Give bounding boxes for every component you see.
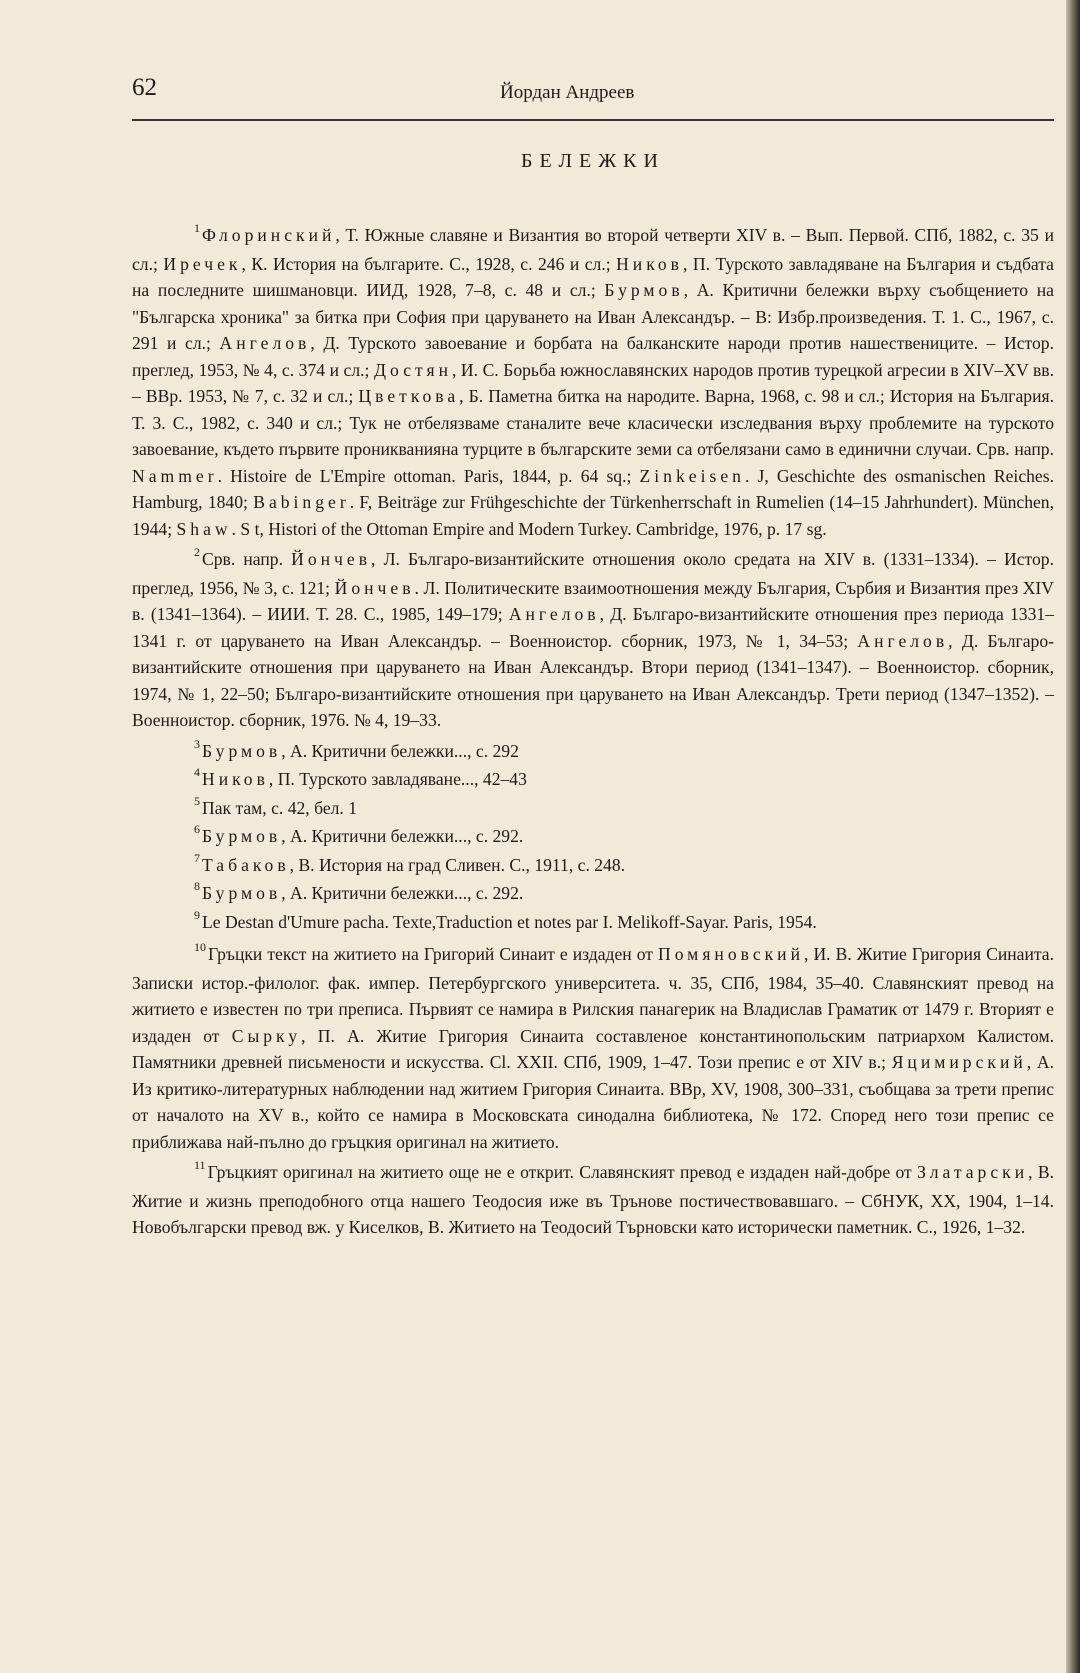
footnote-10 (132, 941, 1054, 1155)
author-name: Сырку (231, 1025, 302, 1046)
citation-text: , А. Критични бележки..., с. 292. (281, 826, 524, 846)
footnotes (132, 222, 1054, 1241)
citation-text: , И. В. Житие Григория Синаита. Записки истор.-филолог. фак. импер. Петербургского университета. ч. 35, СПб, 1984, 35–40. Славянският превод на житието е известен по три преписа. Първият се намира в Рилския панагерик на Владислав Граматик от 1479 г. Вторият е издаден от (132, 944, 1054, 1046)
citation-text: . Histoire de L'Empire ottoman. Paris, 1844, p. 64 sq.; (217, 465, 640, 486)
author-name: Nammer (132, 465, 218, 486)
running-head: Йордан Андреев (500, 82, 635, 103)
citation-text: . S t, Histori of the Ottoman Empire and Modern Turkey. Cambridge, 1976, p. 17 sg. (231, 518, 827, 539)
citation-text: . J, Geschichte des osmanischen Reiches. Hamburg, 1840; (132, 465, 1054, 512)
citation-text: , А. Из критико-литературных наблюдении над житием Григория Синаита. ВВр, XV, 1908, 300–331, съобщава за трети препис от началото на XV в., който се намира в Московската синодална библиотека, № 172. Според него този препис се приближава най-пълно до гръцкия оригинал на житието. (132, 1052, 1054, 1152)
footnote-6 (132, 823, 1054, 852)
citation-text: . F, Beiträge zur Frühgeschichte der Türkenherrschaft in Rumelien (14–15 Jahrhundert). München, 1944; (132, 492, 1055, 539)
citation-text: Срв. напр. (202, 549, 292, 569)
footnote-4 (132, 766, 1054, 795)
citation-text: , К. История на българите. С., 1928, с. 246 и сл.; (241, 253, 617, 274)
footnote-number: 3 (194, 736, 200, 751)
footnote-number: 4 (194, 765, 200, 779)
author-name: Ангелов (857, 630, 949, 651)
author-name: Ангелов (219, 333, 311, 353)
author-name: Златарски (917, 1162, 1029, 1182)
citation-text: , Д. Турското завоевание и борбата на балканските народи против нашествениците. – Истор. преглед, 1953, № 4, с. 374 и сл.; (132, 333, 1054, 380)
citation-text: , А. Критични бележки..., с. 292. (281, 883, 524, 903)
author-name: Zinkeisen (639, 465, 745, 486)
citation-text: Le Destan d'Umure pacha. Texte,Traduction et notes par I. Melikoff-Sayar. Paris, 1954. (202, 911, 817, 932)
citation-text: , В. История на град Сливен. С., 1911, с. 248. (289, 854, 626, 875)
author-name: Помяновский (658, 944, 805, 964)
footnote-number: 8 (194, 879, 200, 893)
footnote-5 (132, 795, 1054, 824)
citation-text: . Л. Политическите взаимоотношения между България, Сърбия и Византия през XIV в. (1341–1364). – ИИИ. Т. 28. С., 1985, 149–179; (132, 577, 1055, 624)
citation-text: , П. Турското завладяване..., 42–43 (268, 769, 527, 789)
footnote-11 (132, 1159, 1054, 1241)
citation-text: Пак там, с. 42, бел. 1 (202, 797, 358, 818)
author-name: Shaw (176, 518, 232, 539)
citation-text: , Б. Паметна битка на народите. Варна, 1968, с. 98 и сл.; История на България. Т. 3. С., 1982, с. 340 и сл.; Тук не отбелязваме станалите вече класически изследвания върху проблемите на турското завоевание, където първите проникванияна турците в българските земи са отбелязани само в единични случаи. Срв. напр. (132, 386, 1054, 459)
footnote-number: 2 (194, 545, 200, 559)
author-name: Флоринский (202, 225, 336, 245)
author-name: Иречек (163, 253, 242, 274)
footnote-number: 5 (194, 793, 200, 808)
book-spine-shadow (1066, 0, 1080, 1673)
author-name: Табаков (202, 854, 290, 875)
author-name: Ангелов (508, 604, 600, 624)
author-name: Babinger (253, 492, 350, 512)
author-name: Бурмов (202, 883, 282, 903)
footnote-number: 1 (194, 221, 200, 235)
footnote-3 (132, 738, 1054, 767)
author-name: Цветкова (358, 386, 460, 406)
citation-text: , Д. Българо-византийските отношения при царуването на Иван Александър. Втори период (1341–1347). – Военноистор. сборник, 1974, № 1, 22–50; Българо-византийските отношения при царуването на Иван Александър. Трети период (1347–1352). – Военноистор. сборник, 1976. № 4, 19–33. (132, 630, 1054, 730)
citation-text: , П. А. Житие Григория Синаита составленое константинопольским патриархом Калистом. Памятники древней письмености и искусства. Сl. XXII. СПб, 1909, 1–47. Този препис е от XIV в.; (132, 1025, 1054, 1072)
citation-text: , Т. Южные славяне и Византия во второй четверти XIV в. – Вып. Первой. СПб, 1882, с. 35 и сл.; (132, 225, 1054, 274)
footnote-number: 10 (194, 940, 206, 954)
footnote-2 (132, 546, 1054, 734)
author-name: Бурмов (604, 280, 684, 300)
citation-text: , В. Житие и жизнь преподобного отца нашего Теодосия иже въ Трънове постичествовавшаго. – СбНУК, XX, 1904, 1–14. Новобългарски превод вж. у Киселков, В. Житието на Теодосий Търновски като исторически паметник. С., 1926, 1–32. (132, 1162, 1054, 1237)
citation-text: , И. С. Борьба южнославянских народов против турецкой агресии в XIV–XV вв. – ВВр. 1953, № 7, с. 32 и сл.; (132, 359, 1054, 406)
author-name: Бурмов (202, 740, 282, 761)
author-name: Ников (202, 769, 269, 789)
footnote-number: 7 (194, 850, 200, 865)
section-title: БЕЛЕЖКИ (521, 150, 665, 172)
author-name: Бурмов (202, 826, 282, 846)
author-name: Йончев (291, 549, 372, 569)
footnote-1 (132, 222, 1054, 542)
citation-text: , Л. Българо-византийските отношения около средата на XIV в. (1331–1334). – Истор. преглед, 1956, № 3, с. 121; (132, 549, 1054, 598)
footnote-9 (132, 909, 1054, 938)
page-header (132, 72, 1052, 112)
footnote-8 (132, 880, 1054, 909)
author-name: Достян (373, 359, 452, 380)
footnote-number: 9 (194, 907, 200, 922)
page-number: 62 (132, 74, 157, 101)
footnote-7 (132, 852, 1054, 881)
citation-text: , А. Критични бележки върху съобщението на "Българска хроника" за битка при София при царуването на Иван Александър. – В: Избр.произведения. Т. 1. С., 1967, с. 291 и сл.; (132, 280, 1054, 353)
header-rule (132, 119, 1054, 121)
author-name: Йончев (334, 577, 415, 598)
citation-text: Гръцки текст на житието на Григорий Синаит е издаден от (208, 944, 659, 964)
citation-text: , П. Турското завладяване на България и съдбата на последните шишмановци. ИИД, 1928, 7–8, с. 48 и сл.; (132, 253, 1054, 300)
author-name: Ников (616, 253, 683, 274)
footnote-number: 11 (194, 1158, 206, 1172)
citation-text: Гръцкият оригинал на житието още не е открит. Славянският превод е издаден най-добре от (207, 1162, 918, 1182)
author-name: Яцимирский (891, 1052, 1027, 1072)
citation-text: , А. Критични бележки..., с. 292 (281, 740, 519, 761)
footnote-number: 6 (194, 822, 200, 836)
citation-text: , Д. Българо-византийските отношения през периода 1331–1341 г. от царуването на Иван Александър. – Военноистор. сборник, 1973, № 1, 34–53; (132, 604, 1054, 651)
